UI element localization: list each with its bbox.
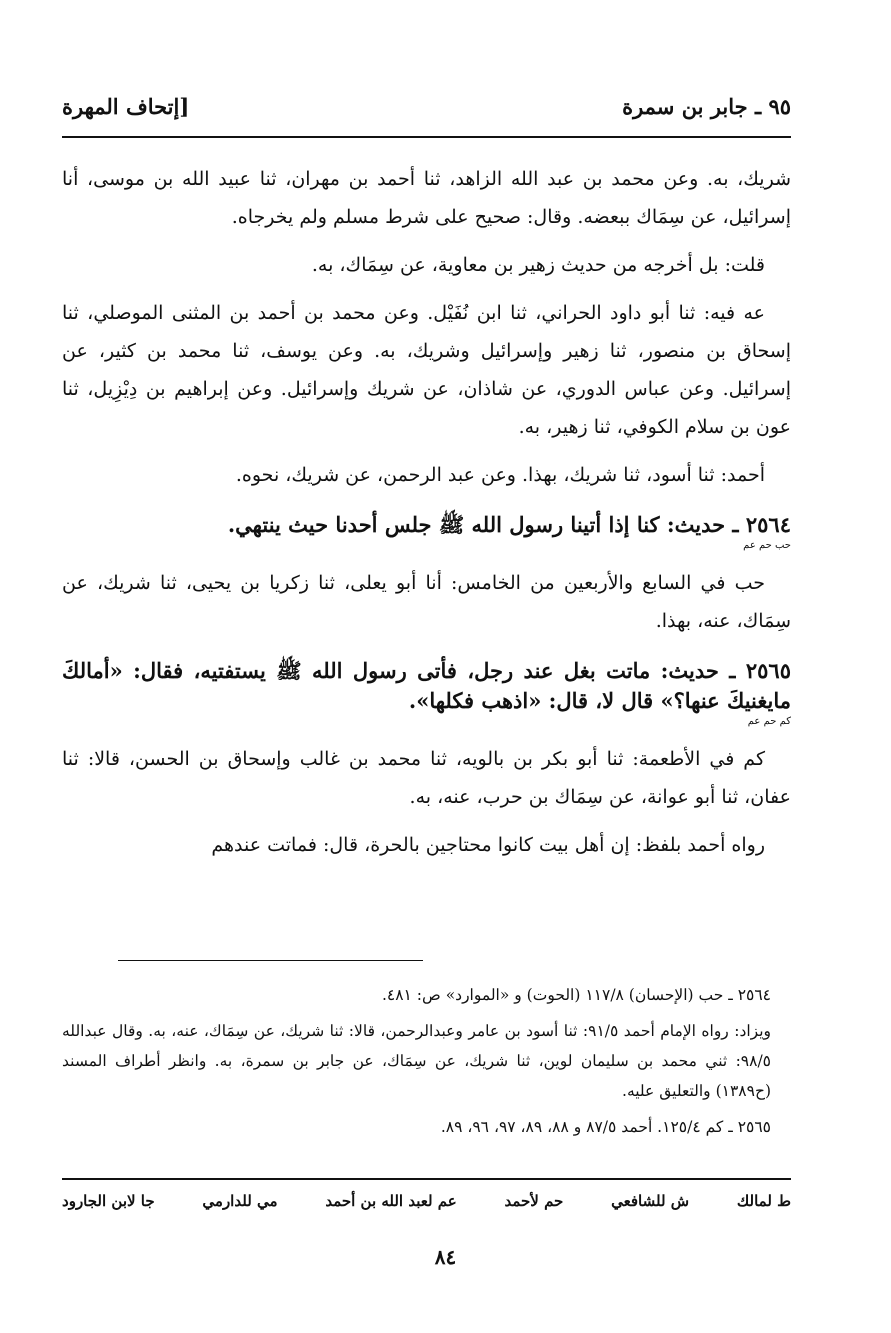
paragraph-4: أحمد: ثنا أسود، ثنا شريك، بهذا. وعن عبد الرحمن، عن شريك، نحوه. bbox=[235, 464, 765, 486]
footnotes bbox=[62, 980, 771, 1148]
paragraph-2: قلت: بل أخرجه من حديث زهير بن معاوية، عن سِمَاك، به. bbox=[311, 254, 765, 276]
legend-item: عم لعبد الله بن أحمد bbox=[325, 1192, 457, 1210]
paragraph-6: كم في الأطعمة: ثنا أبو بكر بن بالويه، ثنا محمد بن غالب وإسحاق بن الحسن، قالا: ثنا عفان، ثنا أبو عوانة، عن سِمَاك بن حرب، عنه، به. bbox=[62, 748, 791, 808]
main-text bbox=[62, 160, 791, 874]
header-right-title: ٩٥ ـ جابر بن سمرة bbox=[622, 93, 791, 119]
paragraph-1: شريك، به. وعن محمد بن عبد الله الزاهد، ثنا أحمد بن مهران، ثنا عبيد الله بن موسى، أنا إسرائيل، عن سِمَاك ببعضه. وقال: صحيح على شرط مسلم ولم يخرجاه. bbox=[62, 168, 791, 228]
hadith-2565-text: ٢٥٦٥ ـ حديث: ماتت بغل عند رجل، فأتى رسول الله ﷺ يستفتيه، فقال: «أمالكَ مايغنيكَ عنها؟» قال لا، قال: «اذهب فكلها». bbox=[62, 658, 791, 713]
footnote-2564: ٢٥٦٤ ـ حب (الإحسان) ١١٧/٨ (الحوت) و «الموارد» ص: ٤٨١. bbox=[381, 986, 771, 1004]
paragraph-5: حب في السابع والأربعين من الخامس: أنا أبو يعلى، ثنا زكريا بن يحيى، ثنا شريك، عن سِمَاك، عنه، بهذا. bbox=[62, 572, 791, 632]
hadith-2564 bbox=[62, 510, 791, 552]
hadith-2564-text: ٢٥٦٤ ـ حديث: كنا إذا أتينا رسول الله ﷺ جلس أحدنا حيث ينتهي. bbox=[227, 512, 791, 537]
hadith-2565-sigla: كم حم عم bbox=[747, 716, 791, 727]
footnote-addition: ويزاد: رواه الإمام أحمد ٩١/٥: ثنا أسود بن عامر وعبدالرحمن، قالا: ثنا شريك، عن سِمَاك، عنه، به. وقال عبدالله ٩٨/٥: ثني محمد بن سليمان لوين، ثنا شريك، عن سِمَاك، عن جابر بن سمرة، به. وانظر أطراف المسند (ح١٣٨٩) والتعليق عليه. bbox=[62, 1022, 772, 1100]
abbreviation-legend bbox=[62, 1192, 791, 1210]
legend-item: ش للشافعي bbox=[611, 1192, 690, 1210]
paragraph-3: عه فيه: ثنا أبو داود الحراني، ثنا ابن نُفَيْل. وعن محمد بن أحمد بن المثنى الموصلي، ثنا إسحاق بن منصور، ثنا زهير وإسرائيل وشريك، به. وعن يوسف، ثنا محمد بن كثير، عن إسرائيل. وعن عباس الدوري، عن شاذان، عن شريك وإسرائيل. وعن إبراهيم بن دِيْزِيل، ثنا عون بن سلام الكوفي، ثنا زهير، به. bbox=[62, 302, 791, 438]
legend-item: ط لمالك bbox=[736, 1192, 791, 1210]
legend-item: جا لابن الجارود bbox=[62, 1192, 155, 1210]
legend-rule bbox=[62, 1178, 791, 1180]
running-header bbox=[62, 88, 791, 124]
header-left-title: [إتحاف المهرة bbox=[62, 93, 190, 119]
legend-item: حم لأحمد bbox=[504, 1192, 564, 1210]
paragraph-7: رواه أحمد بلفظ: إن أهل بيت كانوا محتاجين بالحرة، قال: فماتت عندهم bbox=[211, 834, 765, 856]
hadith-2565 bbox=[62, 656, 791, 728]
legend-item: مي للدارمي bbox=[202, 1192, 278, 1210]
page-number: ٨٤ bbox=[434, 1245, 457, 1269]
hadith-2564-sigla: حب حم عم bbox=[743, 540, 791, 551]
footnote-2565: ٢٥٦٥ ـ كم ١٢٥/٤. أحمد ٨٧/٥ و ٨٨، ٨٩، ٩٧، ٩٦، ٨٩. bbox=[440, 1118, 771, 1136]
header-rule bbox=[62, 136, 791, 138]
footnote-rule bbox=[118, 960, 423, 961]
